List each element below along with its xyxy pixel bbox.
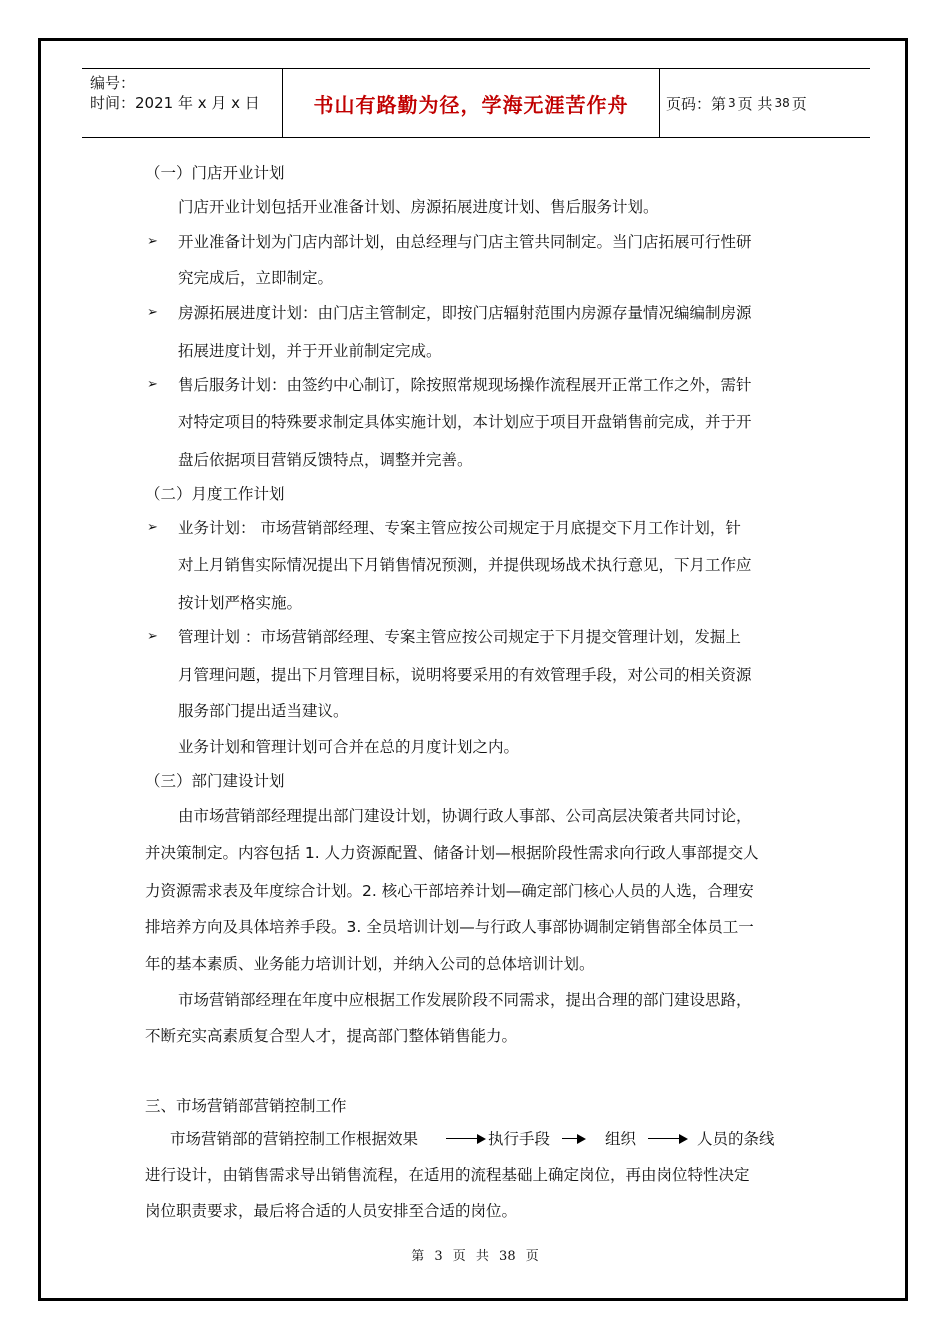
header-meta	[90, 73, 260, 113]
flow-step-organization: 组织	[605, 1130, 637, 1148]
document-header	[82, 68, 870, 138]
paragraph-line: 排培养方向及具体培养手段。3. 全员培训计划—与行政人事部协调制定销售部全体员工一	[145, 918, 754, 936]
bullet-line: 开业准备计划为门店内部计划，由总经理与门店主管共同制定。当门店拓展可行性研	[178, 233, 752, 251]
bullet-line: 服务部门提出适当建议。	[178, 702, 349, 720]
page-prefix: 页码：第	[666, 94, 727, 113]
paragraph-intro: 门店开业计划包括开业准备计划、房源拓展进度计划、售后服务计划。	[178, 198, 659, 216]
paragraph-line: 进行设计，由销售需求导出销售流程，在适用的流程基础上确定岗位，再由岗位特性决定	[145, 1166, 750, 1184]
page-footer: 第 3 页 共 38 页	[411, 1249, 539, 1264]
paragraph-line: 岗位职责要求，最后将合适的人员安排至合适的岗位。	[145, 1202, 518, 1220]
bullet-line: 拓展进度计划，并于开业前制定完成。	[178, 342, 442, 360]
header-motto: 书山有路勤为径，学海无涯苦作舟	[282, 69, 660, 137]
paragraph-line: 年的基本素质、业务能力培训计划，并纳入公司的总体培训计划。	[145, 955, 595, 973]
date-label: 时间：2021 年 x 月 x 日	[90, 94, 260, 112]
bullet-arrow-icon: ➢	[147, 629, 158, 644]
page-suffix: 页	[791, 94, 807, 113]
paragraph-line: 力资源需求表及年度综合计划。2. 核心干部培养计划—确定部门核心人员的人选，合理安	[145, 882, 754, 900]
number-label: 编号：	[90, 74, 136, 92]
page-total: 38	[774, 96, 790, 110]
bullet-arrow-icon: ➢	[147, 305, 158, 320]
bullet-line: 对上月销售实际情况提出下月销售情况预测，并提供现场战术执行意见，下月工作应	[178, 556, 752, 574]
bullet-line: 管理计划 ：市场营销部经理、专案主管应按公司规定于下月提交管理计划，发掘上	[178, 628, 741, 646]
flow-intro-text: 市场营销部的营销控制工作根据效果	[170, 1130, 419, 1148]
page-mid: 页 共	[737, 94, 773, 113]
paragraph-line: 市场营销部经理在年度中应根据工作发展阶段不同需求，提出合理的部门建设思路，	[178, 991, 752, 1009]
bullet-arrow-icon: ➢	[147, 520, 158, 535]
flow-arrow-icon	[446, 1134, 484, 1144]
paragraph-line: 不断充实高素质复合型人才，提高部门整体销售能力。	[145, 1027, 518, 1045]
paragraph-line: 由市场营销部经理提出部门建设计划，协调行政人事部、公司高层决策者共同讨论，	[178, 807, 752, 825]
bullet-line: 房源拓展进度计划：由门店主管制定，即按门店辐射范围内房源存量情况编编制房源	[178, 304, 752, 322]
paragraph-note: 业务计划和管理计划可合并在总的月度计划之内。	[178, 738, 520, 756]
bullet-line: 业务计划： 市场营销部经理、专案主管应按公司规定于月底提交下月工作计划，针	[178, 519, 741, 537]
section-heading-monthly-plan: （二）月度工作计划	[145, 485, 285, 503]
page-current: 3	[728, 96, 736, 110]
bullet-line: 盘后依据项目营销反馈特点，调整并完善。	[178, 451, 473, 469]
bullet-line: 月管理问题，提出下月管理目标，说明将要采用的有效管理手段，对公司的相关资源	[178, 666, 752, 684]
bullet-line: 按计划严格实施。	[178, 594, 303, 612]
header-page-info	[666, 69, 807, 137]
flow-arrow-icon	[648, 1134, 686, 1144]
flow-step-personnel: 人员的条线	[697, 1130, 775, 1148]
bullet-arrow-icon: ➢	[147, 377, 158, 392]
section-heading-store-opening: （一）门店开业计划	[145, 164, 285, 182]
flow-arrow-icon	[562, 1134, 584, 1144]
flow-step-execution: 执行手段	[488, 1130, 551, 1148]
section-heading-marketing-control: 三、市场营销部营销控制工作	[145, 1097, 347, 1115]
bullet-line: 究完成后，立即制定。	[178, 269, 334, 287]
bullet-line: 对特定项目的特殊要求制定具体实施计划，本计划应于项目开盘销售前完成，并于开	[178, 413, 752, 431]
bullet-arrow-icon: ➢	[147, 234, 158, 249]
paragraph-line: 并决策制定。内容包括 1. 人力资源配置、储备计划—根据阶段性需求向行政人事部提交人	[145, 844, 759, 862]
bullet-line: 售后服务计划：由签约中心制订，除按照常规现场操作流程展开正常工作之外，需针	[178, 376, 752, 394]
section-heading-department-plan: （三）部门建设计划	[145, 772, 285, 790]
